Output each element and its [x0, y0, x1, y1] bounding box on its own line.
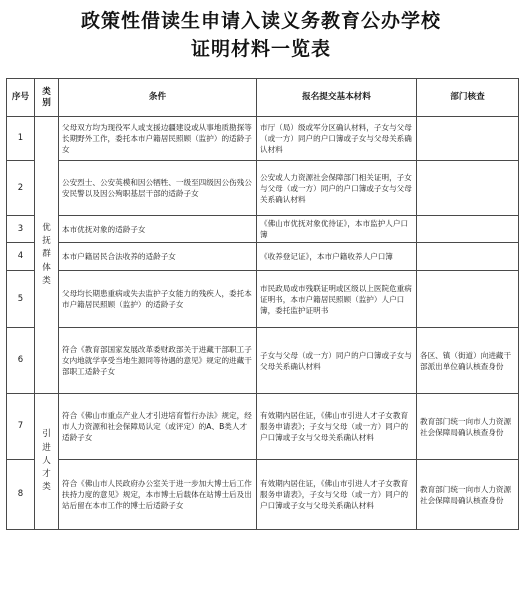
row-seq: 2 [7, 161, 35, 216]
row-materials: 《佛山市优抚对象优待证》，本市监护人户口簿 [257, 216, 417, 243]
category-youfu: 优抚群体类 [35, 117, 59, 394]
row-condition: 公安烈士、公安英模和因公牺牲、一级至四级因公伤残公安民警以及因公殉职基层干部的适龄子女 [59, 161, 257, 216]
row-department [417, 271, 519, 328]
row-materials: 市民政局或市残联证明或区级以上医院危重病证明书，本市户籍居民照顾（监护）人户口簿，委托监护证明书 [257, 271, 417, 328]
header-seq: 序号 [7, 79, 35, 117]
row-department [417, 161, 519, 216]
page-title: 政策性借读生申请入读义务教育公办学校 [80, 10, 441, 32]
table-row [7, 328, 519, 394]
row-seq: 7 [7, 394, 35, 460]
row-department: 教育部门统一向市人力资源社会保障局确认核查身份 [417, 460, 519, 530]
row-department: 教育部门统一向市人力资源社会保障局确认核查身份 [417, 394, 519, 460]
table-row [7, 271, 519, 328]
row-materials: 有效期内居住证，《佛山市引进人才子女教育服务申请表》，子女与父母（或一方）同户的户口簿或子女与父母关系确认材料 [257, 460, 417, 530]
row-materials: 《收养登记证》，本市户籍收养人户口簿 [257, 243, 417, 271]
table-row [7, 216, 519, 243]
row-condition: 本市户籍居民合法收养的适龄子女 [59, 243, 257, 271]
row-seq: 8 [7, 460, 35, 530]
row-condition: 父母双方均为现役军人或支援边疆建设或从事地质勘探等长期野外工作，委托本市户籍居民照顾（监护）的适龄子女 [59, 117, 257, 161]
page-subtitle: 证明材料一览表 [190, 38, 331, 60]
row-seq: 5 [7, 271, 35, 328]
row-materials: 子女与父母（或一方）同户的户口簿或子女与父母关系确认材料 [257, 328, 417, 394]
row-seq: 6 [7, 328, 35, 394]
table-row [7, 117, 519, 161]
table-row [7, 243, 519, 271]
table-row [7, 460, 519, 530]
header-department: 部门核查 [417, 79, 519, 117]
table-row [7, 394, 519, 460]
row-department [417, 216, 519, 243]
row-department: 各区、镇（街道）向进藏干部派出单位确认核查身份 [417, 328, 519, 394]
row-department [417, 243, 519, 271]
row-seq: 1 [7, 117, 35, 161]
header-conditions: 条件 [59, 79, 257, 117]
header-materials: 报名提交基本材料 [257, 79, 417, 117]
row-materials: 有效期内居住证，《佛山市引进人才子女教育服务申请表》；子女与父母（或一方）同户的户口簿或子女与父母关系确认材料 [257, 394, 417, 460]
header-row [7, 79, 519, 117]
row-condition: 符合《教育部国家发展改革委财政部关于进藏干部职工子女内地就学享受当地生源同等待遇的意见》规定的进藏干部职工适龄子女 [59, 328, 257, 394]
category-yinjin: 引进人才类 [35, 394, 59, 530]
header-category: 类别 [35, 79, 59, 117]
row-condition: 符合《佛山市重点产业人才引进培育暂行办法》规定，经市人力资源和社会保障局认定（或评定）的A、B类人才适龄子女 [59, 394, 257, 460]
row-seq: 4 [7, 243, 35, 271]
table-row [7, 161, 519, 216]
row-condition: 父母均长期患重病或失去监护子女能力的残疾人，委托本市户籍居民照顾（监护）的适龄子女 [59, 271, 257, 328]
row-seq: 3 [7, 216, 35, 243]
row-condition: 本市优抚对象的适龄子女 [59, 216, 257, 243]
row-materials: 公安或人力资源社会保障部门相关证明，子女与父母（或一方）同户的户口簿或子女与父母关系确认材料 [257, 161, 417, 216]
row-condition: 符合《佛山市人民政府办公室关于进一步加大博士后工作扶持力度的意见》规定，本市博士后载体在站博士后及出站后留在本市工作的博士后适龄子女 [59, 460, 257, 530]
materials-table [6, 78, 519, 530]
row-materials: 市厅（局）级或军分区确认材料，子女与父母（或一方）同户的户口簿或子女与父母关系确认材料 [257, 117, 417, 161]
row-department [417, 117, 519, 161]
